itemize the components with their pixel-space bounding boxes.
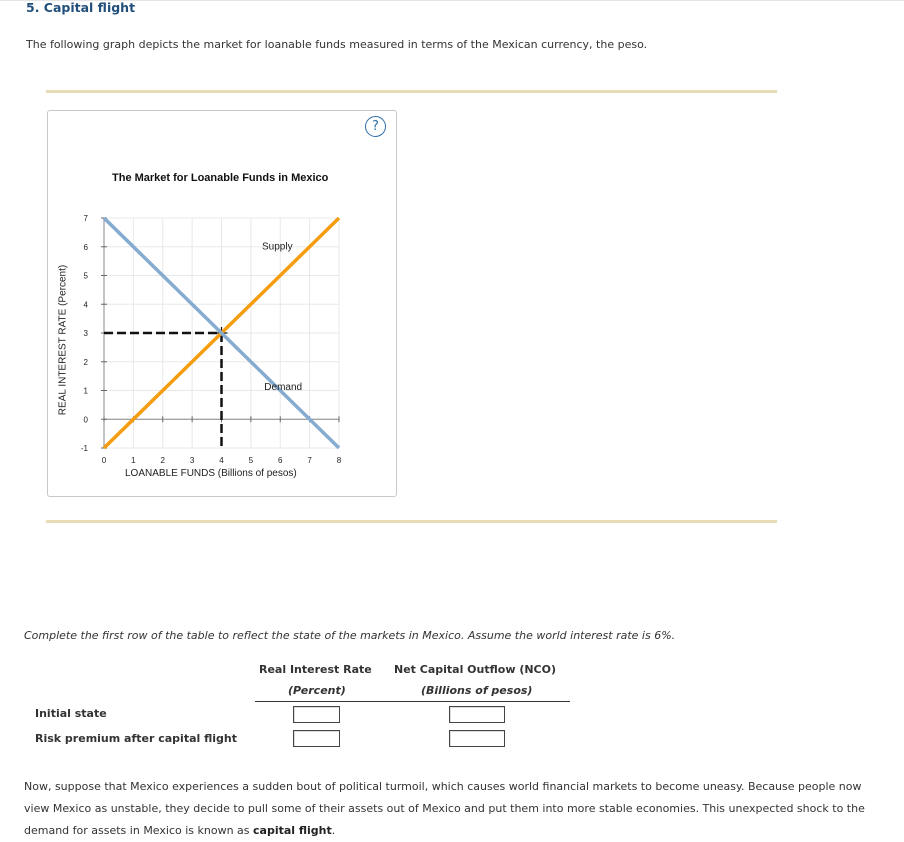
y-tick-label: 1	[83, 386, 88, 396]
col-sub-rate: (Percent)	[288, 684, 346, 697]
y-tick-label: 0	[83, 415, 88, 425]
y-tick-label: 6	[83, 242, 88, 252]
x-tick-label: 4	[219, 456, 224, 465]
x-tick-label: 2	[160, 456, 165, 465]
table-instruction: Complete the first row of the table to reflect the state of the markets in Mexico. Assume the world interest rate is 6%.	[24, 629, 676, 642]
x-tick-label: 1	[131, 456, 136, 465]
rate-input-initial[interactable]	[293, 706, 340, 723]
nco-input-initial[interactable]	[449, 706, 505, 723]
nco-input-risk[interactable]	[449, 730, 505, 747]
x-tick-label: 8	[336, 456, 342, 465]
intro-text: The following graph depicts the market for loanable funds measured in terms of the Mexican currency, the peso.	[26, 38, 648, 51]
col-sub-nco: (Billions of pesos)	[421, 684, 533, 697]
supply-label: Supply	[262, 241, 293, 253]
y-tick-label: -1	[80, 444, 88, 453]
help-icon[interactable]: ?	[365, 116, 386, 137]
row-label-initial: Initial state	[35, 707, 107, 720]
rate-input-risk[interactable]	[293, 730, 340, 747]
x-tick-label: 0	[101, 456, 107, 465]
x-tick-label: 5	[248, 456, 254, 465]
divider-bottom	[46, 520, 777, 523]
x-tick-label: 3	[189, 456, 195, 465]
y-tick-label: 2	[83, 357, 88, 367]
y-tick-label: 5	[83, 271, 88, 281]
curve-labels	[262, 242, 302, 393]
x-tick-label: 6	[278, 456, 283, 465]
y-axis-label: REAL INTEREST RATE (Percent)	[57, 264, 69, 416]
scenario-paragraph	[24, 776, 890, 842]
y-tick-label: 3	[83, 329, 88, 338]
x-tick-label: 7	[307, 456, 312, 465]
paragraph-text: Now, suppose that Mexico experiences a sudden bout of political turmoil, which causes world financial markets to become uneasy. Because people now view Mexico as unstable, they decide to pull some of their assets out of Mexico and put them into more stable economies. This unexpected shock to the demand for assets in Mexico is known as	[24, 780, 865, 837]
chart-title: The Market for Loanable Funds in Mexico	[112, 172, 329, 184]
row-label-risk: Risk premium after capital flight	[35, 732, 237, 745]
table-header-rule	[255, 701, 570, 702]
question-title: 5. Capital flight	[26, 0, 136, 15]
x-axis-label: LOANABLE FUNDS (Billions of pesos)	[125, 468, 297, 479]
y-tick-label: 4	[83, 300, 88, 310]
demand-label: Demand	[264, 381, 303, 393]
y-tick-label: 7	[83, 214, 88, 223]
paragraph-end: .	[331, 824, 336, 837]
col-header-rate: Real Interest Rate	[259, 663, 372, 676]
col-header-nco: Net Capital Outflow (NCO)	[394, 663, 557, 676]
paragraph-bold-term: capital flight	[253, 824, 332, 837]
